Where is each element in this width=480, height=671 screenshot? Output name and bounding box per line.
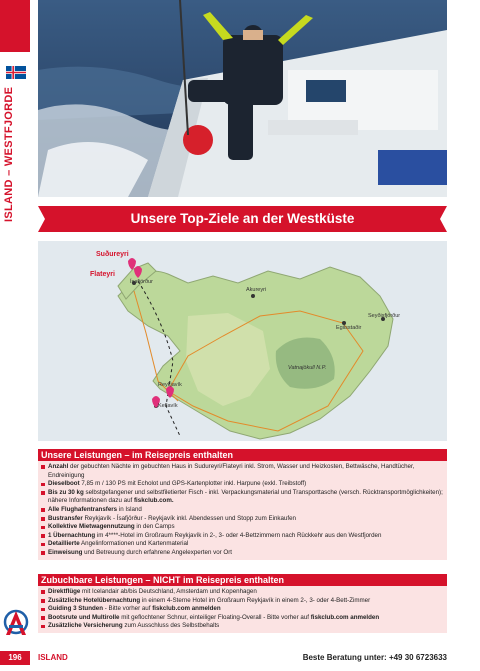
list-item: Bustransfer Reykjavík - Ísafjörður - Reykjavík inkl. Abendessen und Stopp zum Einkaufen	[41, 515, 444, 524]
list-item: Bis zu 30 kg selbstgefangener und selbstfiletierter Fisch - inkl. Verpackungsmaterial und Transporttasche (versch. Rücktransportmöglichkeiten); nähere Informationen dazu auf fiskclub.com.	[41, 489, 444, 506]
map-pin-label: Suðureyri	[96, 251, 129, 258]
list-item: 1 Übernachtung im 4****-Hotel im Großraum Reykjavík in 2-, 3- oder 4-Bettzimmern nach Rückkehr aus den Westfjorden	[41, 532, 444, 541]
list-item: Guiding 3 Stunden - Bitte vorher auf fiskclub.com anmelden	[41, 605, 444, 614]
included-heading: Unsere Leistungen – im Reisepreis enthalten	[38, 449, 447, 461]
map-place-label: Akureyri	[246, 287, 267, 293]
map-place-label: Egilsstaðir	[336, 325, 362, 331]
list-item: Direktflüge mit Icelandair ab/bis Deutschland, Amsterdam und Kopenhagen	[41, 588, 444, 597]
page-number: 196	[0, 651, 30, 665]
side-section-label: ISLAND – WESTFJORDE	[3, 86, 15, 222]
iceland-flag-icon	[6, 66, 26, 79]
hero-photo	[38, 0, 447, 197]
map-place-label: Ísafjörður	[130, 279, 153, 285]
list-item: Einweisung und Betreuung durch erfahrene Angelexperten vor Ort	[41, 549, 444, 558]
list-item: Detaillierte Angelinformationen und Kartenmaterial	[41, 540, 444, 549]
list-item: Zusätzliche Versicherung zum Ausschluss des Selbstbehalts	[41, 622, 444, 631]
iceland-map	[38, 241, 447, 441]
extras-list	[38, 586, 447, 633]
map-place-label: Reykjavík	[158, 382, 182, 388]
title-banner	[38, 206, 447, 232]
page-title: Unsere Top-Ziele an der Westküste	[130, 211, 355, 226]
extras-heading: Zubuchbare Leistungen – NICHT im Reisepreis enthalten	[38, 574, 447, 586]
list-item: Bootsrute und Multirolle mit geflochtener Schnur, einteiliger Floating-Overall - Bitte vorher auf fiskclub.com anmelden	[41, 614, 444, 623]
list-item: Alle Flughafentransfers in Island	[41, 506, 444, 515]
brand-logo-icon	[3, 608, 29, 638]
footer-contact: Beste Beratung unter: +49 30 6723633	[302, 653, 447, 662]
included-services	[38, 449, 447, 560]
included-list	[38, 461, 447, 560]
list-item: Anzahl der gebuchten Nächte im gebuchten Haus in Sudureyri/Flateyri inkl. Strom, Wasser und Heizkosten, Bettwäsche, Handtücher, Endreinigung	[41, 463, 444, 480]
map-pin-label: Flateyri	[90, 271, 115, 278]
list-item: Kollektive Mietwagennutzung in den Camps	[41, 523, 444, 532]
list-item: Dieselboot 7,85 m / 130 PS mit Echolot und GPS-Kartenplotter inkl. Harpune (exkl. Treibstoff)	[41, 480, 444, 489]
map-place-label: Seyðisfjörður	[368, 313, 401, 319]
list-item: Zusätzliche Hotelübernachtung in einem 4-Sterne Hotel im Großraum Reykjavík in einem 2-, 3- oder 4-Bett-Zimmer	[41, 597, 444, 606]
footer-country: ISLAND	[38, 653, 68, 662]
side-tab	[0, 0, 30, 52]
map-place-label: Keflavík	[158, 403, 178, 409]
extra-services	[38, 574, 447, 633]
map-park-label: Vatnajökull N.P.	[288, 365, 327, 371]
